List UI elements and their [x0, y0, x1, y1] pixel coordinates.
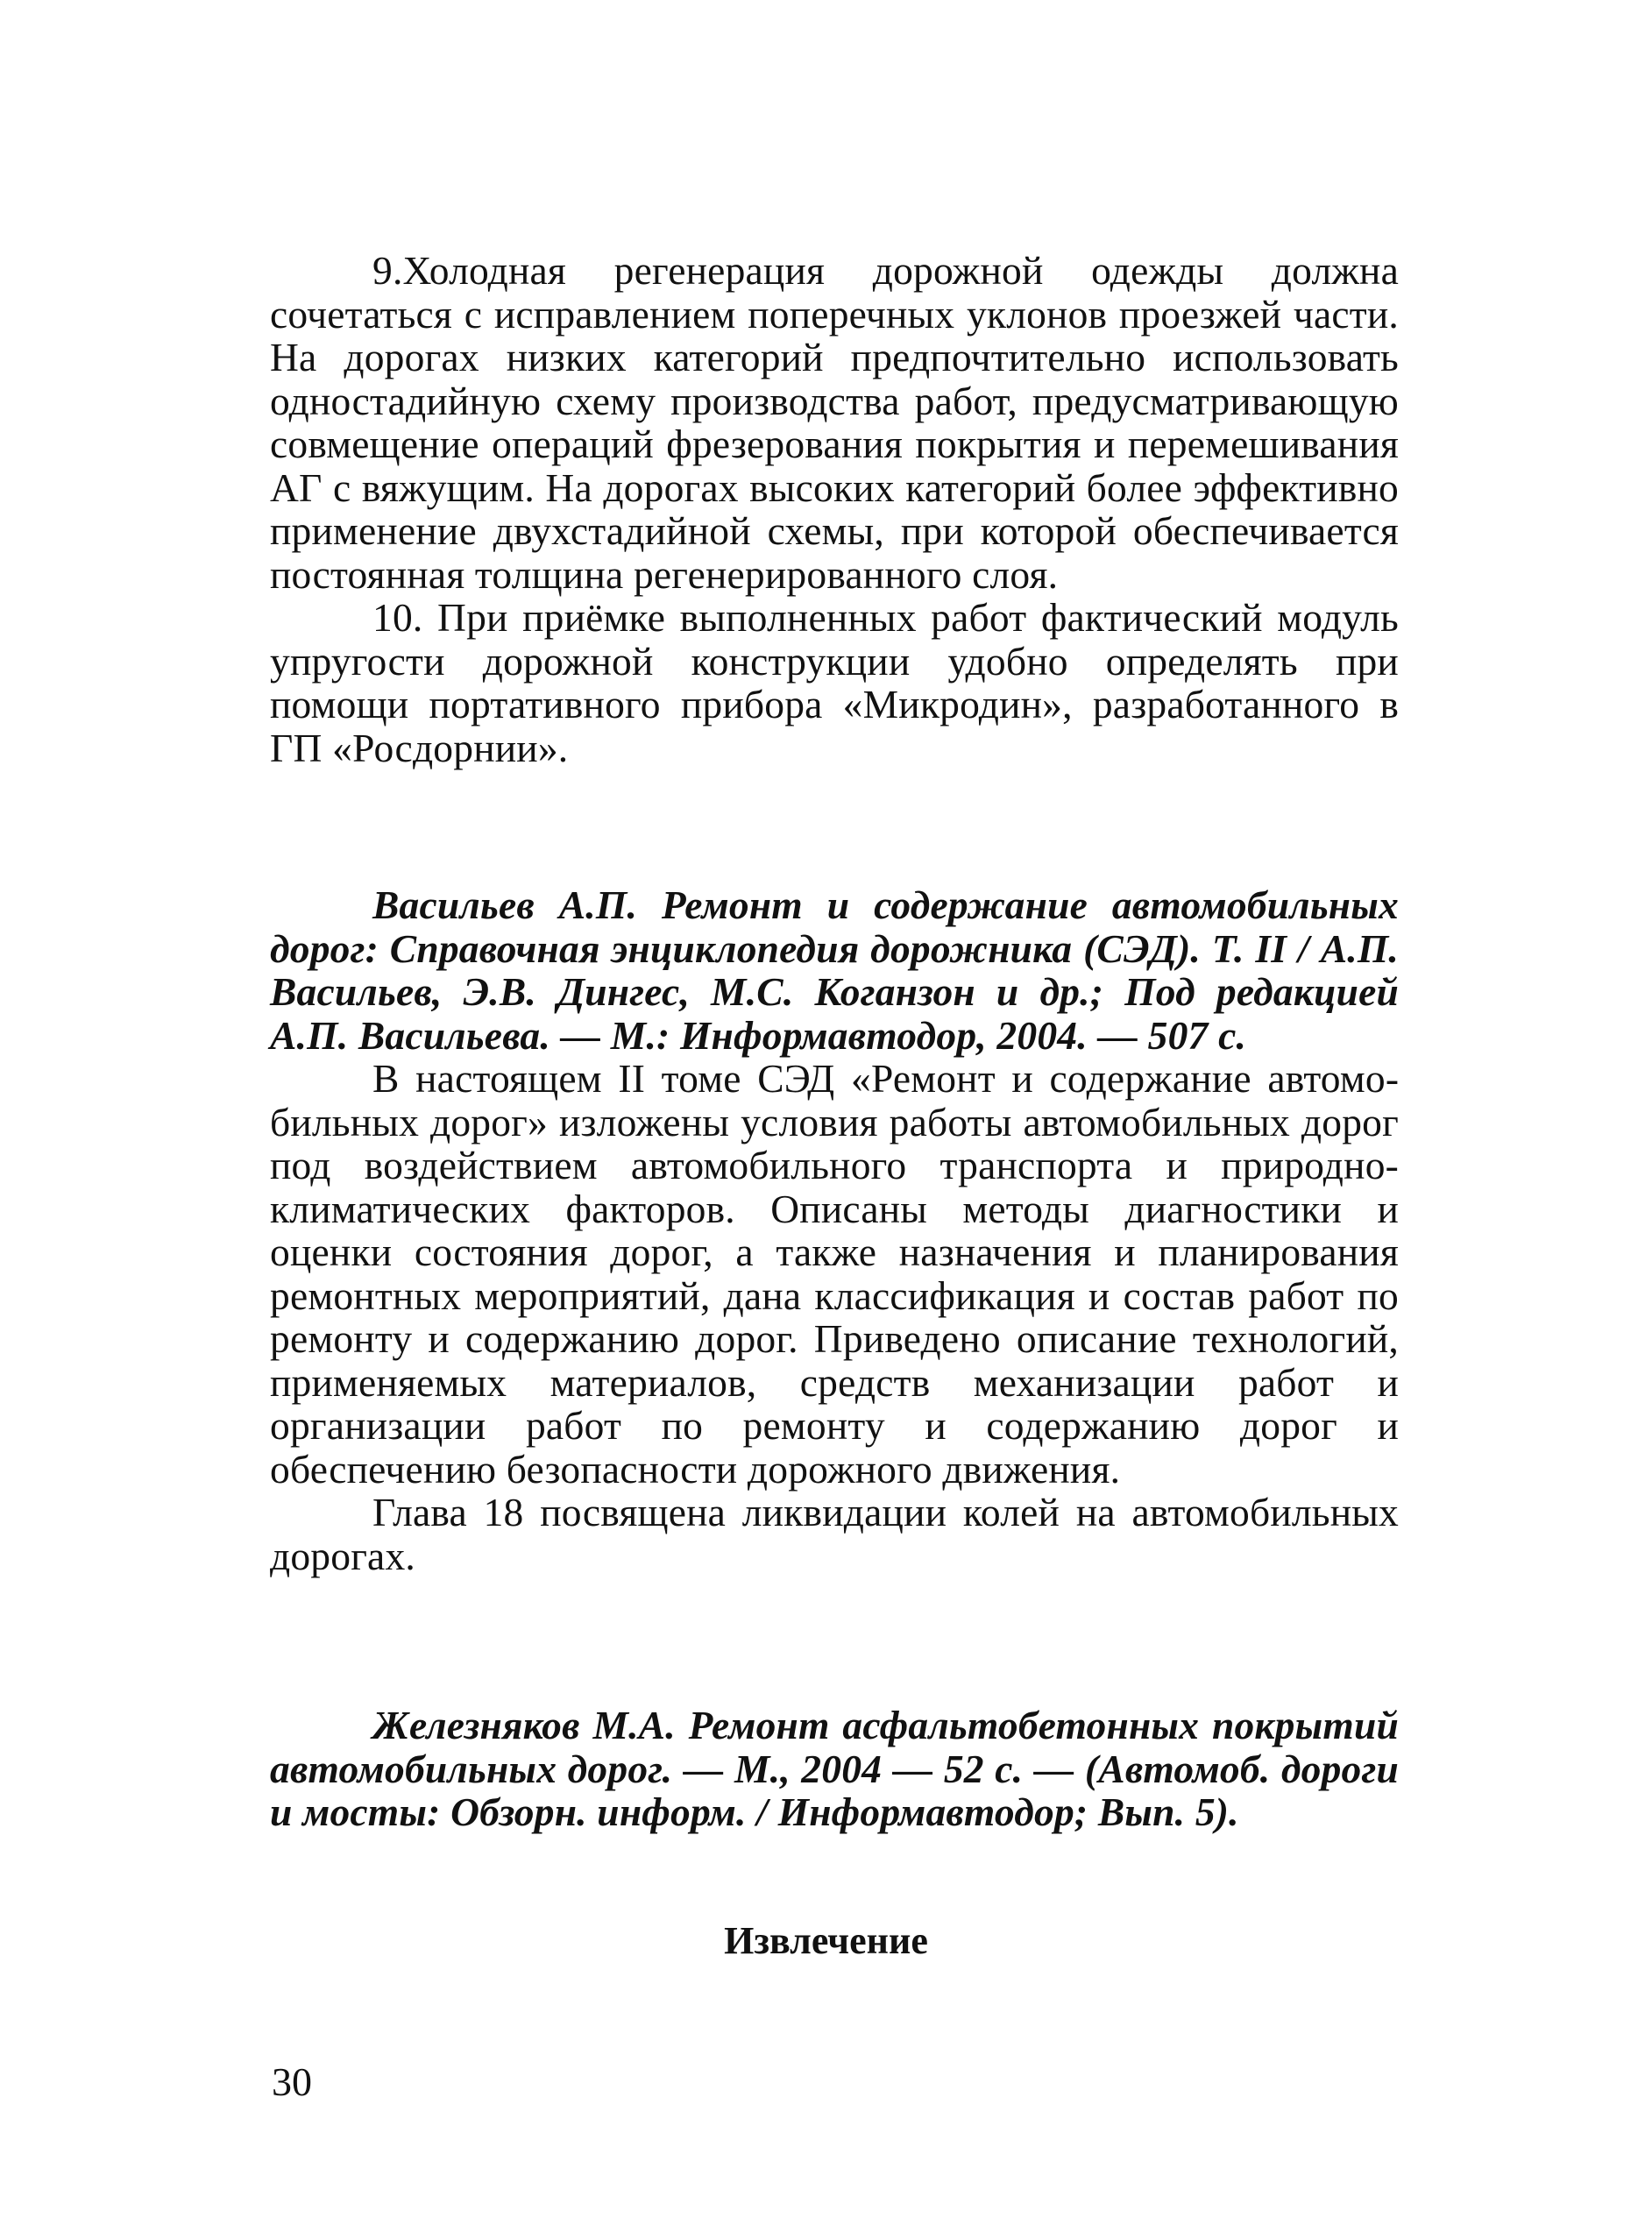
reference-citation: Васильев А.П. Ремонт и содержание автомобильных дорог: Справочная энциклопедия дорожника (СЭД). Т. II / А.П. Васильев, Э.В. Дингес, М.С. Коганзон и др.; Под редакцией А.П. Васильева. — М.: Информавтодор, 2004. — 507 с. — [270, 882, 1399, 1058]
reference-citation: Железняков М.А. Ремонт асфальтобетонных покрытий автомобильных дорог. — М., 2004 — 52 с. — (Автомоб. дороги и мосты: Обзорн. информ. / Информавтодор; Вып. 5). — [270, 1703, 1399, 1834]
reference-vasiliev — [270, 883, 1399, 1577]
reference-annotation: Глава 18 посвящена ликвидации колей на автомобильных дорогах. — [270, 1490, 1399, 1578]
recommendations-list — [270, 249, 1399, 769]
item-9-paragraph: 9.Холодная регенерация дорожной одежды должна сочетаться с исправлением поперечных уклонов проезжей части. На дорогах низких категорий предпочтительно использовать одностадийную схему производства работ, предусматривающую совмещение операций фрезерования покрытия и перемешивания АГ с вяжущим. На дорогах высоких категорий более эффективно применение двухстадийной схемы, при которой обеспечивается постоянная толщина регенерированного слоя. — [270, 248, 1399, 597]
section-heading: Извлечение — [724, 1919, 928, 1962]
reference-zheleznyakov — [270, 1704, 1399, 1834]
item-10-paragraph: 10. При приёмке выполненных работ фактический модуль упругости дорожной конструкции удобно определять при помощи портативного прибора «Микродин», разработанного в ГП «Росдорнии». — [270, 595, 1399, 770]
page-number: 30 — [272, 2059, 312, 2104]
reference-annotation: В настоящем II томе СЭД «Ремонт и содержание автомобильных дорог» изложены условия работы автомобильных дорог под воздействием автомобильного транспорта и природно-климатических факторов. Описаны методы диагностики и оценки состояния дорог, а также назначения и планирования ремонтных мероприятий, дана классификация и состав работ по ремонту и содержанию дорог. Приведено описание технологий, применяемых материалов, средств механизации работ и организации работ по ремонту и содержанию дорог и обеспечению безопасности дорожного движения. — [270, 1056, 1399, 1492]
